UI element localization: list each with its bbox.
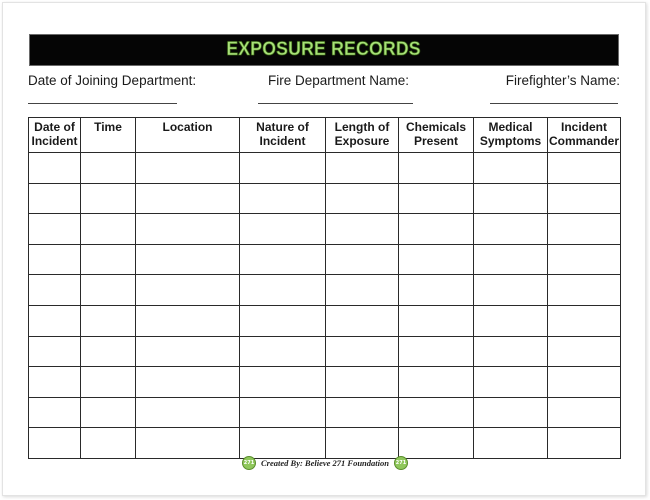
table-cell[interactable] bbox=[136, 214, 240, 245]
table-cell[interactable] bbox=[474, 367, 548, 398]
table-cell[interactable] bbox=[548, 397, 621, 428]
table-row bbox=[29, 244, 621, 275]
table-row bbox=[29, 367, 621, 398]
table-cell[interactable] bbox=[81, 367, 136, 398]
table-cell[interactable] bbox=[136, 367, 240, 398]
table-row bbox=[29, 428, 621, 459]
table-cell[interactable] bbox=[240, 305, 326, 336]
table-cell[interactable] bbox=[326, 214, 399, 245]
table-cell[interactable] bbox=[240, 244, 326, 275]
exposure-records-table bbox=[28, 117, 621, 459]
table-cell[interactable] bbox=[29, 275, 81, 306]
table-cell[interactable] bbox=[240, 275, 326, 306]
table-row bbox=[29, 305, 621, 336]
table-cell[interactable] bbox=[81, 275, 136, 306]
table-cell[interactable] bbox=[326, 153, 399, 184]
table-cell[interactable] bbox=[326, 305, 399, 336]
table-cell[interactable] bbox=[399, 336, 474, 367]
footer bbox=[0, 456, 650, 470]
table-cell[interactable] bbox=[136, 153, 240, 184]
table-cell[interactable] bbox=[474, 305, 548, 336]
table-cell[interactable] bbox=[474, 244, 548, 275]
department-name-label: Fire Department Name: bbox=[268, 73, 410, 88]
table-row bbox=[29, 397, 621, 428]
table-cell[interactable] bbox=[81, 153, 136, 184]
footer-credit: Created By: Believe 271 Foundation bbox=[261, 458, 389, 468]
table-cell[interactable] bbox=[548, 275, 621, 306]
table-cell[interactable] bbox=[399, 305, 474, 336]
table-cell[interactable] bbox=[29, 305, 81, 336]
joining-date-label: Date of Joining Department: bbox=[28, 73, 197, 88]
table-cell[interactable] bbox=[548, 336, 621, 367]
table-cell[interactable] bbox=[240, 367, 326, 398]
table-cell[interactable] bbox=[136, 305, 240, 336]
table-cell[interactable] bbox=[81, 336, 136, 367]
column-header: Length of Exposure bbox=[326, 118, 399, 153]
column-header: Date of Incident bbox=[29, 118, 81, 153]
column-header: Location bbox=[136, 118, 240, 153]
table-cell[interactable] bbox=[326, 183, 399, 214]
table-row bbox=[29, 153, 621, 184]
table-row bbox=[29, 336, 621, 367]
table-cell[interactable] bbox=[240, 214, 326, 245]
table-cell[interactable] bbox=[474, 214, 548, 245]
table-cell[interactable] bbox=[474, 275, 548, 306]
table-cell[interactable] bbox=[474, 336, 548, 367]
table-cell[interactable] bbox=[326, 244, 399, 275]
table-cell[interactable] bbox=[399, 275, 474, 306]
table-row bbox=[29, 214, 621, 245]
table-cell[interactable] bbox=[548, 214, 621, 245]
table-cell[interactable] bbox=[326, 397, 399, 428]
table-cell[interactable] bbox=[81, 428, 136, 459]
table-cell[interactable] bbox=[81, 183, 136, 214]
table-cell[interactable] bbox=[474, 428, 548, 459]
table-cell[interactable] bbox=[240, 336, 326, 367]
table-cell[interactable] bbox=[29, 183, 81, 214]
foundation-logo-icon: 271 bbox=[394, 456, 408, 470]
column-header: Incident Commander bbox=[548, 118, 621, 153]
table-cell[interactable] bbox=[81, 397, 136, 428]
table-cell[interactable] bbox=[240, 397, 326, 428]
firefighter-name-line[interactable] bbox=[490, 103, 618, 104]
page-title: EXPOSURE RECORDS bbox=[226, 39, 422, 60]
table-cell[interactable] bbox=[399, 214, 474, 245]
table-cell[interactable] bbox=[136, 428, 240, 459]
table-cell[interactable] bbox=[399, 428, 474, 459]
table-cell[interactable] bbox=[136, 336, 240, 367]
table-cell[interactable] bbox=[29, 336, 81, 367]
table-cell[interactable] bbox=[240, 428, 326, 459]
table-cell[interactable] bbox=[548, 305, 621, 336]
table-cell[interactable] bbox=[29, 428, 81, 459]
table-cell[interactable] bbox=[81, 214, 136, 245]
table-cell[interactable] bbox=[136, 275, 240, 306]
table-cell[interactable] bbox=[548, 183, 621, 214]
table-cell[interactable] bbox=[548, 244, 621, 275]
title-banner bbox=[29, 34, 619, 66]
foundation-logo-icon: 271 bbox=[242, 456, 256, 470]
table-cell[interactable] bbox=[326, 367, 399, 398]
table-cell[interactable] bbox=[29, 214, 81, 245]
firefighter-name-label: Firefighter’s Name: bbox=[505, 73, 620, 88]
table-cell[interactable] bbox=[474, 153, 548, 184]
table-cell[interactable] bbox=[548, 153, 621, 184]
table-cell[interactable] bbox=[548, 367, 621, 398]
column-header: Chemicals Present bbox=[399, 118, 474, 153]
department-name-line[interactable] bbox=[258, 103, 413, 104]
table-cell[interactable] bbox=[240, 153, 326, 184]
table-cell[interactable] bbox=[29, 153, 81, 184]
column-header: Medical Symptoms bbox=[474, 118, 548, 153]
table-cell[interactable] bbox=[136, 183, 240, 214]
table-cell[interactable] bbox=[474, 183, 548, 214]
table-cell[interactable] bbox=[326, 275, 399, 306]
table-cell[interactable] bbox=[136, 244, 240, 275]
table-header-row bbox=[29, 118, 621, 153]
table-cell[interactable] bbox=[399, 183, 474, 214]
table-cell[interactable] bbox=[399, 244, 474, 275]
table-cell[interactable] bbox=[548, 428, 621, 459]
joining-date-line[interactable] bbox=[28, 103, 177, 104]
table-cell[interactable] bbox=[29, 397, 81, 428]
column-header: Time bbox=[81, 118, 136, 153]
table-cell[interactable] bbox=[240, 183, 326, 214]
table-cell[interactable] bbox=[399, 397, 474, 428]
table-cell[interactable] bbox=[326, 336, 399, 367]
table-cell[interactable] bbox=[399, 367, 474, 398]
table-row bbox=[29, 183, 621, 214]
table-cell[interactable] bbox=[136, 397, 240, 428]
table-cell[interactable] bbox=[399, 153, 474, 184]
table-row bbox=[29, 275, 621, 306]
table-cell[interactable] bbox=[29, 367, 81, 398]
table-cell[interactable] bbox=[81, 305, 136, 336]
table-cell[interactable] bbox=[326, 428, 399, 459]
table-cell[interactable] bbox=[29, 244, 81, 275]
column-header: Nature of Incident bbox=[240, 118, 326, 153]
table-cell[interactable] bbox=[81, 244, 136, 275]
table-cell[interactable] bbox=[474, 397, 548, 428]
table-body bbox=[29, 153, 621, 459]
